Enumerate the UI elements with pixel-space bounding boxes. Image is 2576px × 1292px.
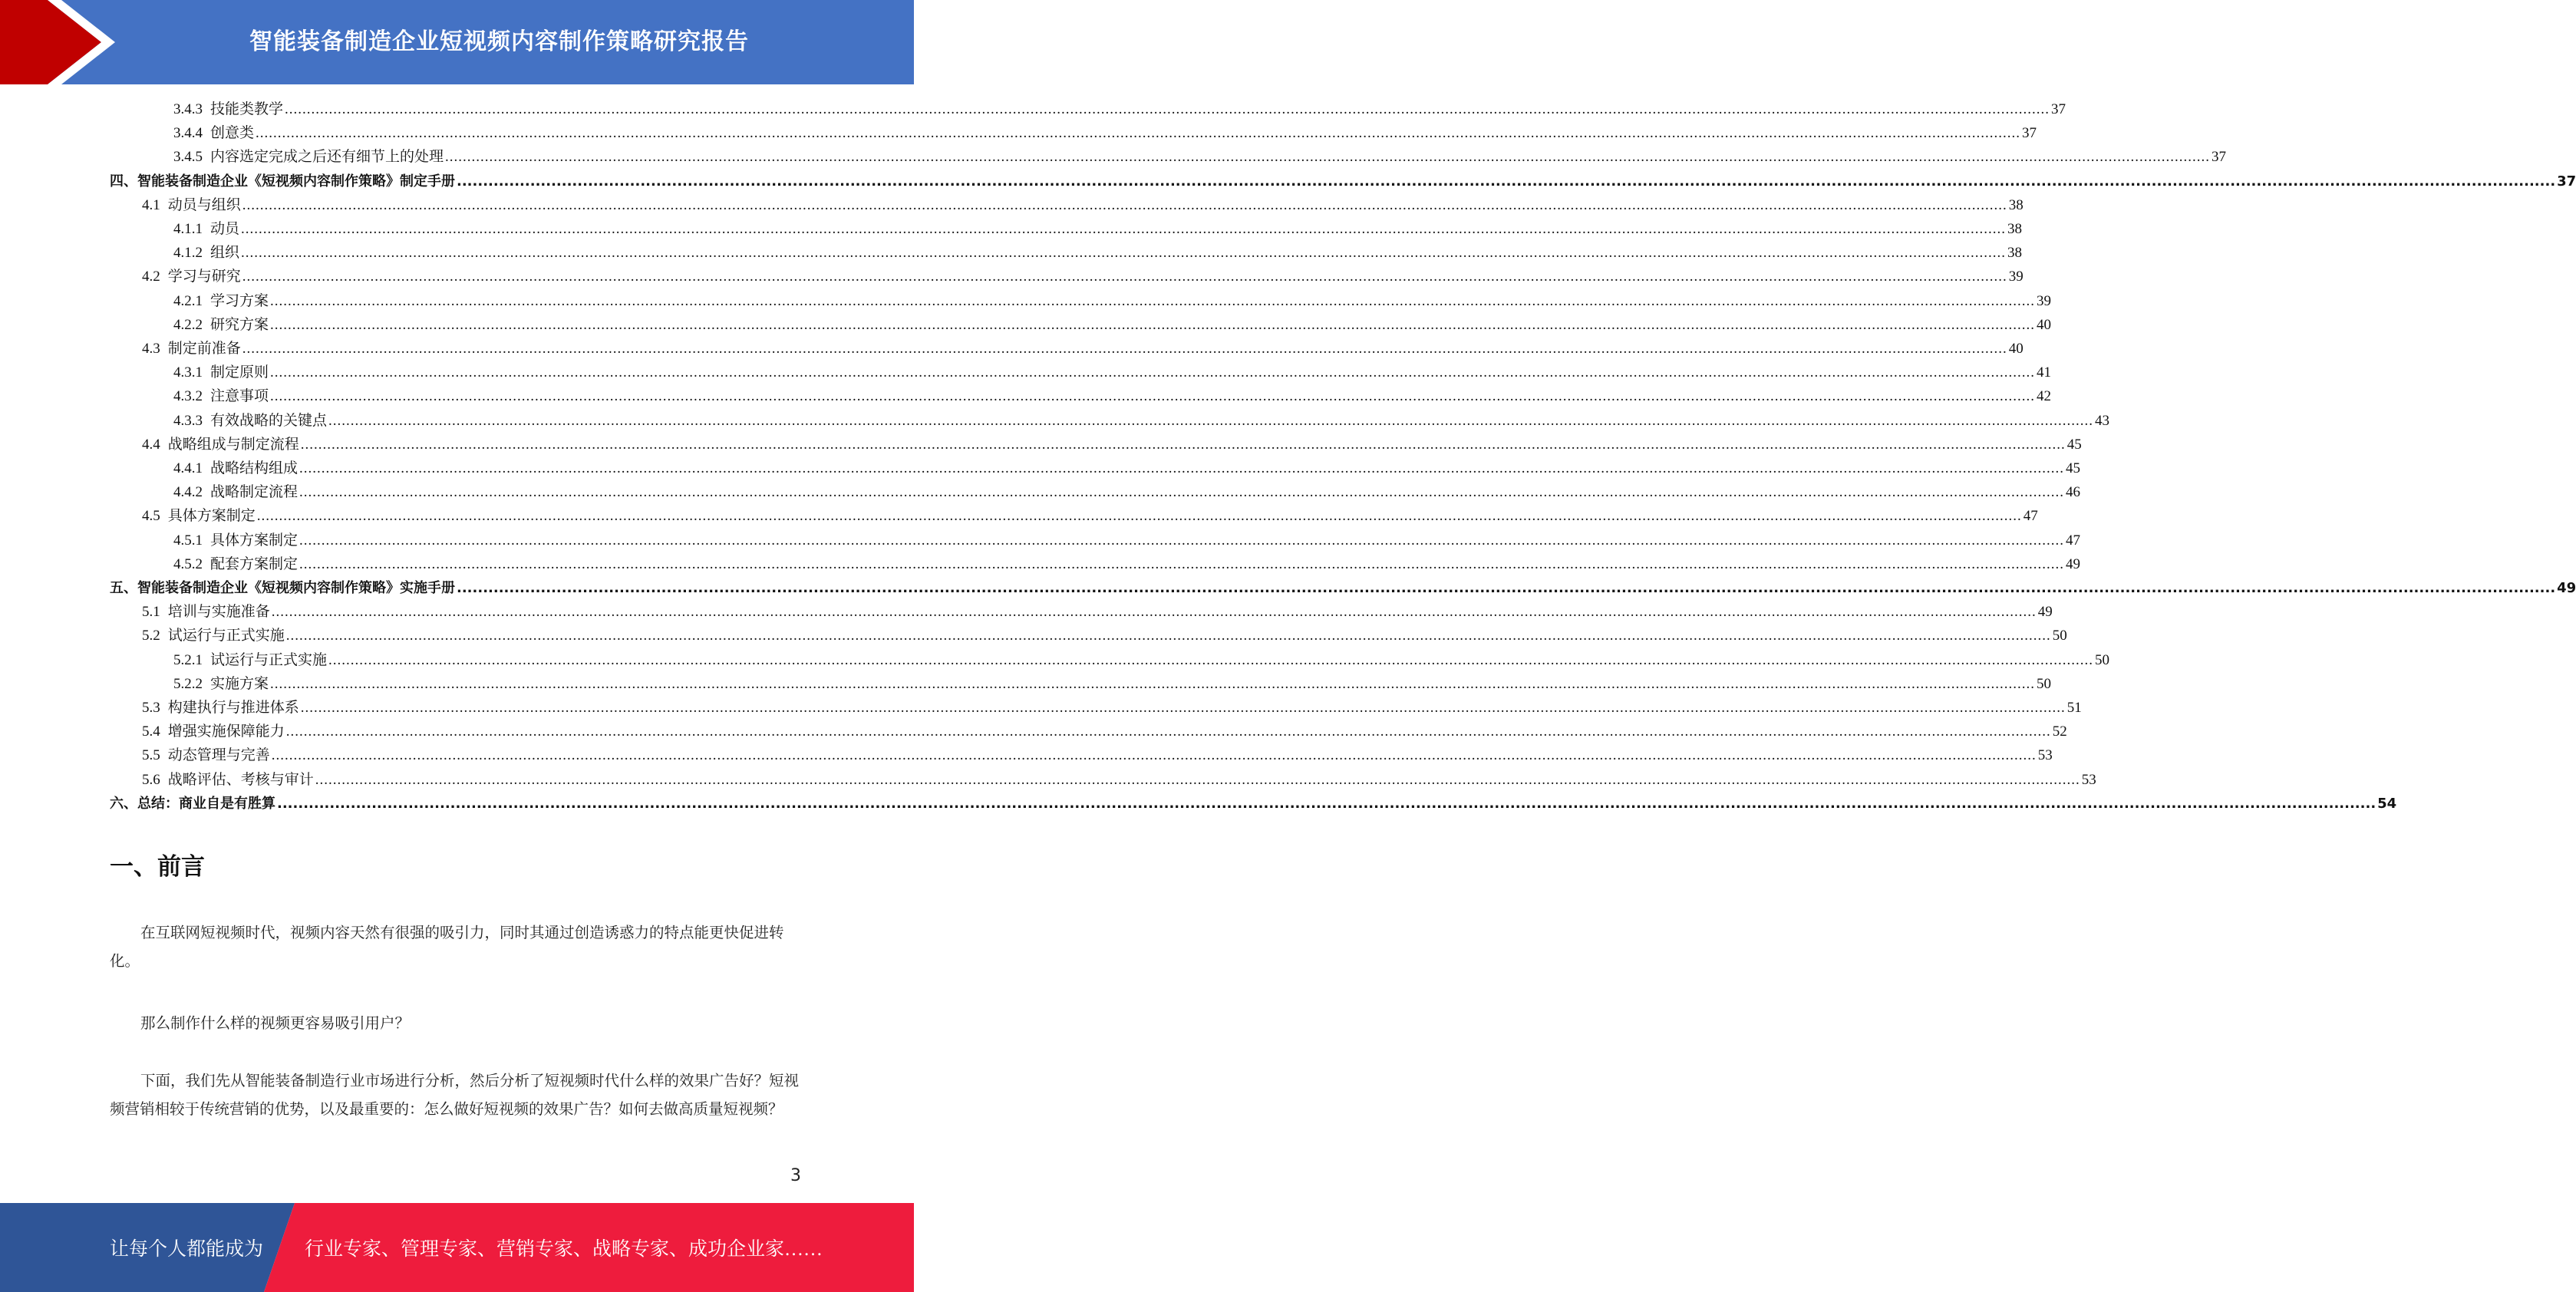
paragraph: 那么制作什么样的视频更容易吸引用户？	[140, 1016, 411, 1032]
toc-entry-title: 内容选定完成之后还有细节上的处理	[210, 149, 444, 166]
toc-dot-leader: ................................................................................................................................................................................................................................................................................................................................................................................................................	[300, 436, 2066, 453]
toc-dot-leader: ................................................................................................................................................................................................................................................................................................................................................................................................................	[241, 221, 2007, 237]
toc-dot-leader: ................................................................................................................................................................................................................................................................................................................................................................................................................	[271, 747, 2037, 764]
toc-entry-title: 智能装备制造企业《短视频内容制作策略》制定手册	[137, 173, 455, 190]
toc-entry-page: 40	[2037, 316, 2052, 333]
toc-entry-page: 40	[2008, 341, 2024, 357]
toc-entry[interactable]	[173, 481, 2081, 504]
toc-entry-title: 总结：商业自是有胜算	[137, 795, 275, 812]
toc-entry-number: 4.5.1	[173, 532, 203, 549]
toc-dot-leader: ................................................................................................................................................................................................................................................................................................................................................................................................................	[299, 484, 2065, 501]
toc-dot-leader: ................................................................................................................................................................................................................................................................................................................................................................................................................	[256, 125, 2021, 142]
toc-entry[interactable]	[173, 553, 2081, 576]
toc-entry-number: 5.2.1	[173, 651, 203, 668]
toc-entry[interactable]	[173, 314, 2052, 337]
toc-entry-number: 3.4.4	[173, 125, 203, 142]
toc-dot-leader: ................................................................................................................................................................................................................................................................................................................................................................................................................	[256, 508, 2022, 525]
toc-dot-leader: ................................................................................................................................................................................................................................................................................................................................................................................................................	[277, 795, 2376, 812]
footer-slogan-left: 让每个人都能成为	[110, 1239, 264, 1260]
toc-entry-title: 构建执行与推进体系	[167, 700, 299, 716]
toc-entry[interactable]	[173, 649, 2110, 672]
toc-entry[interactable]	[173, 218, 2023, 241]
toc-entry-title: 实施方案	[210, 675, 269, 692]
toc-entry[interactable]	[142, 433, 2082, 456]
toc-entry-page: 45	[2066, 460, 2081, 476]
toc-entry-title: 注意事项	[210, 388, 269, 405]
toc-dot-leader: ................................................................................................................................................................................................................................................................................................................................................................................................................	[315, 771, 2080, 788]
toc-entry-title: 学习方案	[210, 292, 269, 309]
toc-dot-leader: ................................................................................................................................................................................................................................................................................................................................................................................................................	[270, 388, 2036, 405]
toc-entry-page: 38	[2008, 196, 2024, 213]
toc-entry-number: 4.4.2	[173, 484, 203, 501]
toc-dot-leader: ................................................................................................................................................................................................................................................................................................................................................................................................................	[457, 173, 2556, 190]
toc-entry-page: 53	[2081, 771, 2096, 788]
toc-entry-number: 五、	[110, 580, 137, 596]
toc-entry[interactable]	[173, 410, 2110, 433]
toc-entry-number: 3.4.5	[173, 149, 203, 166]
toc-entry[interactable]	[173, 122, 2037, 145]
toc-entry-page: 38	[2007, 221, 2023, 237]
toc-entry-page: 54	[2377, 795, 2397, 812]
toc-entry-number: 4.5.2	[173, 555, 203, 572]
toc-entry-title: 战略结构组成	[210, 460, 298, 476]
toc-entry-number: 5.3	[142, 700, 160, 716]
toc-entry[interactable]	[142, 769, 2096, 792]
toc-dot-leader: ................................................................................................................................................................................................................................................................................................................................................................................................................	[328, 412, 2094, 429]
toc-dot-leader: ................................................................................................................................................................................................................................................................................................................................................................................................................	[270, 316, 2036, 333]
toc-dot-leader: ................................................................................................................................................................................................................................................................................................................................................................................................................	[285, 723, 2051, 740]
toc-entry-title: 具体方案制定	[167, 508, 256, 525]
toc-entry[interactable]	[142, 194, 2024, 217]
toc-dot-leader: ................................................................................................................................................................................................................................................................................................................................................................................................................	[299, 532, 2065, 549]
paragraph: 下面，我们先从智能装备制造行业市场进行分析，然后分析了短视频时代什么样的效果广告好？短视频营销相较于传统营销的优势，以及最重要的：怎么做好短视频的效果广告？如何去做高质量短视频？	[110, 1073, 800, 1118]
toc-entry-number: 4.2	[142, 269, 160, 285]
toc-entry[interactable]	[173, 385, 2052, 408]
toc-entry[interactable]	[110, 577, 2576, 600]
toc-entry[interactable]	[173, 361, 2052, 384]
toc-entry-title: 动态管理与完善	[167, 747, 270, 764]
toc-entry[interactable]	[142, 625, 2067, 648]
toc-entry[interactable]	[173, 242, 2023, 265]
toc-dot-leader: ................................................................................................................................................................................................................................................................................................................................................................................................................	[270, 675, 2036, 692]
page-header	[0, 0, 914, 84]
toc-entry-page: 49	[2037, 604, 2053, 621]
toc-entry[interactable]	[142, 265, 2024, 288]
header-title: 智能装备制造企业短视频内容制作策略研究报告	[249, 28, 749, 55]
toc-entry-title: 战略组成与制定流程	[167, 436, 299, 453]
toc-dot-leader: ................................................................................................................................................................................................................................................................................................................................................................................................................	[300, 700, 2066, 716]
page-footer	[0, 1203, 914, 1292]
toc-dot-leader: ................................................................................................................................................................................................................................................................................................................................................................................................................	[328, 651, 2094, 668]
toc-entry[interactable]	[173, 529, 2081, 552]
toc-entry-page: 38	[2007, 245, 2023, 262]
toc-entry-number: 4.4.1	[173, 460, 203, 476]
toc-entry-page: 43	[2095, 412, 2110, 429]
toc-entry-title: 组织	[210, 245, 240, 262]
toc-entry-page: 49	[2557, 580, 2576, 596]
toc-entry[interactable]	[142, 744, 2053, 767]
toc-entry-title: 增强实施保障能力	[167, 723, 285, 740]
toc-entry[interactable]	[110, 170, 2576, 193]
toc-dot-leader: ................................................................................................................................................................................................................................................................................................................................................................................................................	[299, 460, 2065, 476]
toc-entry-title: 战略制定流程	[210, 484, 298, 501]
toc-entry[interactable]	[173, 98, 2066, 121]
toc-entry[interactable]	[142, 601, 2053, 624]
toc-entry[interactable]	[173, 290, 2052, 313]
toc-entry-number: 六、	[110, 795, 137, 812]
toc-entry[interactable]	[142, 697, 2082, 720]
toc-entry-page: 37	[2557, 173, 2576, 190]
toc-entry-title: 有效战略的关键点	[210, 412, 328, 429]
toc-entry[interactable]	[173, 673, 2052, 696]
toc-dot-leader: ................................................................................................................................................................................................................................................................................................................................................................................................................	[241, 245, 2007, 262]
toc-entry-page: 49	[2066, 555, 2081, 572]
toc-dot-leader: ................................................................................................................................................................................................................................................................................................................................................................................................................	[285, 101, 2050, 117]
toc-dot-leader: ................................................................................................................................................................................................................................................................................................................................................................................................................	[270, 292, 2036, 309]
toc-entry-number: 4.5	[142, 508, 160, 525]
toc-entry-number: 四、	[110, 173, 137, 190]
toc-entry-title: 研究方案	[210, 316, 269, 333]
toc-entry-title: 创意类	[210, 125, 255, 142]
toc-entry[interactable]	[142, 720, 2067, 743]
toc-entry[interactable]	[173, 457, 2081, 480]
toc-entry-title: 智能装备制造企业《短视频内容制作策略》实施手册	[137, 580, 455, 596]
toc-entry-title: 技能类教学	[210, 101, 284, 117]
toc-entry-number: 5.2.2	[173, 675, 203, 692]
toc-entry-number: 5.6	[142, 771, 160, 788]
toc-entry-title: 配套方案制定	[210, 555, 298, 572]
toc-dot-leader: ................................................................................................................................................................................................................................................................................................................................................................................................................	[270, 364, 2036, 381]
toc-entry-title: 动员与组织	[167, 196, 241, 213]
toc-entry-page: 47	[2023, 508, 2038, 525]
footer-slogan-right: 行业专家、管理专家、营销专家、战略专家、成功企业家……	[305, 1239, 823, 1260]
toc-entry-number: 4.1.1	[173, 221, 203, 237]
toc-entry-page: 37	[2022, 125, 2037, 142]
toc-entry-page: 39	[2008, 269, 2024, 285]
toc-entry-number: 4.3.2	[173, 388, 203, 405]
toc-dot-leader: ................................................................................................................................................................................................................................................................................................................................................................................................................	[285, 628, 2051, 644]
toc-entry-page: 45	[2066, 436, 2082, 453]
toc-dot-leader: ................................................................................................................................................................................................................................................................................................................................................................................................................	[242, 341, 2007, 357]
toc-dot-leader: ................................................................................................................................................................................................................................................................................................................................................................................................................	[445, 149, 2211, 166]
toc-entry-title: 试运行与正式实施	[167, 628, 285, 644]
toc-entry-number: 4.2.2	[173, 316, 203, 333]
toc-entry-number: 4.3.3	[173, 412, 203, 429]
toc-entry-number: 4.4	[142, 436, 160, 453]
toc-entry-number: 3.4.3	[173, 101, 203, 117]
page-number: 3	[790, 1166, 801, 1185]
toc-dot-leader: ................................................................................................................................................................................................................................................................................................................................................................................................................	[242, 269, 2007, 285]
toc-entry[interactable]	[142, 505, 2038, 528]
toc-entry-number: 4.3.1	[173, 364, 203, 381]
toc-entry-number: 4.2.1	[173, 292, 203, 309]
toc-dot-leader: ................................................................................................................................................................................................................................................................................................................................................................................................................	[242, 196, 2007, 213]
toc-dot-leader: ................................................................................................................................................................................................................................................................................................................................................................................................................	[457, 580, 2556, 596]
toc-entry-page: 50	[2052, 628, 2067, 644]
toc-entry-page: 46	[2066, 484, 2081, 501]
toc-entry[interactable]	[173, 146, 2227, 169]
toc-entry-page: 37	[2212, 149, 2227, 166]
toc-dot-leader: ................................................................................................................................................................................................................................................................................................................................................................................................................	[271, 604, 2037, 621]
toc-entry-page: 39	[2037, 292, 2052, 309]
toc-entry-title: 学习与研究	[167, 269, 241, 285]
toc-entry[interactable]	[142, 338, 2024, 361]
section-heading: 一、前言	[110, 853, 205, 881]
toc-entry-number: 5.4	[142, 723, 160, 740]
toc-entry-page: 41	[2037, 364, 2052, 381]
toc-dot-leader: ................................................................................................................................................................................................................................................................................................................................................................................................................	[299, 555, 2065, 572]
toc-entry-number: 5.1	[142, 604, 160, 621]
toc-entry-page: 52	[2052, 723, 2067, 740]
toc-entry-number: 4.1	[142, 196, 160, 213]
toc-entry-number: 4.1.2	[173, 245, 203, 262]
toc-entry-title: 动员	[210, 221, 240, 237]
toc-entry-page: 50	[2095, 651, 2110, 668]
toc-entry-number: 5.2	[142, 628, 160, 644]
paragraph: 在互联网短视频时代，视频内容天然有很强的吸引力，同时其通过创造诱惑力的特点能更快促进转化。	[110, 925, 784, 970]
toc-entry-number: 4.3	[142, 341, 160, 357]
toc-entry-title: 制定原则	[210, 364, 269, 381]
toc-entry-title: 战略评估、考核与审计	[167, 771, 314, 788]
toc-entry[interactable]	[110, 793, 2397, 816]
toc-entry-number: 5.5	[142, 747, 160, 764]
toc-entry-page: 42	[2037, 388, 2052, 405]
toc-entry-page: 47	[2066, 532, 2081, 549]
toc-entry-page: 50	[2037, 675, 2052, 692]
toc-entry-page: 51	[2066, 700, 2082, 716]
toc-entry-page: 37	[2051, 101, 2066, 117]
toc-entry-title: 制定前准备	[167, 341, 241, 357]
toc-entry-title: 具体方案制定	[210, 532, 298, 549]
toc-entry-page: 53	[2037, 747, 2053, 764]
toc-entry-title: 试运行与正式实施	[210, 651, 328, 668]
toc-entry-title: 培训与实施准备	[167, 604, 270, 621]
